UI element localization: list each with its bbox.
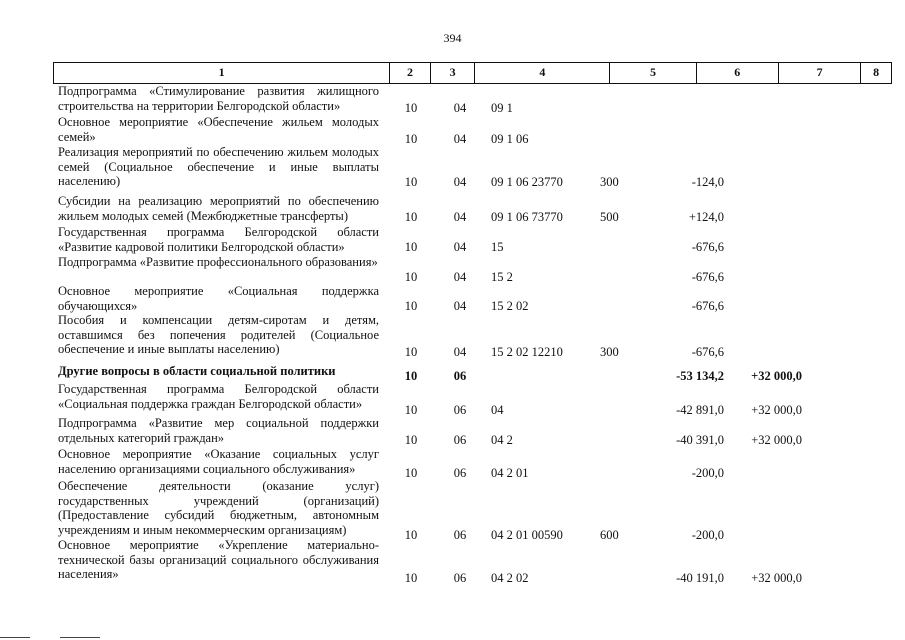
row-description: Подпрограмма «Развитие профессионального образования» xyxy=(58,255,378,269)
row-rz: 10 xyxy=(404,132,418,146)
row-pr: 04 xyxy=(453,175,467,189)
column-header-1: 1 xyxy=(54,63,390,83)
row-csr: 04 2 01 00590 xyxy=(491,528,563,542)
row-csr: 04 2 xyxy=(491,433,513,447)
column-header-4: 4 xyxy=(475,63,610,83)
row-pr: 04 xyxy=(453,270,467,284)
row-description: Основное мероприятие «Социальная поддержка обучающихся» xyxy=(58,284,379,313)
row-pr: 06 xyxy=(453,528,467,542)
column-header-3: 3 xyxy=(431,63,476,83)
row-csr: 09 1 06 23770 xyxy=(491,175,563,189)
row-pr: 06 xyxy=(453,466,467,480)
row-rz: 10 xyxy=(404,433,418,447)
row-rz: 10 xyxy=(404,345,418,359)
row-description: Реализация мероприятий по обеспечению жильем молодых семей (Социальное обеспечение и иные выплаты населению) xyxy=(58,145,379,188)
row-rz: 10 xyxy=(404,528,418,542)
row-pr: 04 xyxy=(453,132,467,146)
row-csr: 15 2 02 xyxy=(491,299,529,313)
scan-artifact-line xyxy=(0,637,30,638)
row-vr: 600 xyxy=(600,528,619,542)
row-rz: 10 xyxy=(404,299,418,313)
row-col6: -124,0 xyxy=(691,175,724,189)
row-pr: 06 xyxy=(453,369,467,383)
row-rz: 10 xyxy=(404,571,418,585)
column-header-2: 2 xyxy=(390,63,431,83)
row-col6: -53 134,2 xyxy=(676,369,724,383)
row-rz: 10 xyxy=(404,210,418,224)
page-number: 394 xyxy=(443,31,462,45)
row-col6: -40 191,0 xyxy=(676,571,724,585)
row-csr: 04 2 02 xyxy=(491,571,529,585)
row-description: Другие вопросы в области социальной политики xyxy=(58,364,336,378)
row-col7: +32 000,0 xyxy=(751,433,802,447)
column-header-7: 7 xyxy=(779,63,861,83)
row-col6: -676,6 xyxy=(691,345,724,359)
row-rz: 10 xyxy=(404,466,418,480)
row-rz: 10 xyxy=(404,240,418,254)
row-pr: 06 xyxy=(453,571,467,585)
row-description: Основное мероприятие «Укрепление материально-технической базы организаций социального обслуживания населения» xyxy=(58,538,379,581)
row-col7: +32 000,0 xyxy=(751,369,802,383)
row-pr: 06 xyxy=(453,403,467,417)
row-col6: -676,6 xyxy=(691,240,724,254)
row-rz: 10 xyxy=(404,403,418,417)
row-csr: 15 xyxy=(491,240,504,254)
row-description: Подпрограмма «Развитие мер социальной поддержки отдельных категорий граждан» xyxy=(58,416,379,445)
row-csr: 04 2 01 xyxy=(491,466,529,480)
row-pr: 04 xyxy=(453,345,467,359)
row-rz: 10 xyxy=(404,369,418,383)
row-rz: 10 xyxy=(404,101,418,115)
row-csr: 09 1 06 73770 xyxy=(491,210,563,224)
row-col7: +32 000,0 xyxy=(751,571,802,585)
row-pr: 04 xyxy=(453,240,467,254)
row-pr: 04 xyxy=(453,210,467,224)
column-header-8: 8 xyxy=(873,65,880,79)
row-csr: 15 2 xyxy=(491,270,513,284)
row-description: Государственная программа Белгородской области «Развитие кадровой политики Белгородской области» xyxy=(58,225,379,254)
row-description: Обеспечение деятельности (оказание услуг) государственных учреждений (организаций) (Предоставление субсидий бюджетным, автономным учреждениям и иным некоммерческим организациям) xyxy=(58,479,379,537)
scan-artifact-line xyxy=(60,637,100,638)
row-description: Основное мероприятие «Обеспечение жильем молодых семей» xyxy=(58,115,379,144)
row-col6: -676,6 xyxy=(691,299,724,313)
row-col6: +124,0 xyxy=(688,210,724,224)
row-vr: 300 xyxy=(600,175,619,189)
row-pr: 04 xyxy=(453,299,467,313)
row-vr: 300 xyxy=(600,345,619,359)
column-header-5: 5 xyxy=(610,63,696,83)
table-header xyxy=(53,62,892,84)
row-rz: 10 xyxy=(404,270,418,284)
row-col7: +32 000,0 xyxy=(751,403,802,417)
row-csr: 04 xyxy=(491,403,504,417)
row-col6: -42 891,0 xyxy=(676,403,724,417)
row-description: Пособия и компенсации детям-сиротам и детям, оставшимся без попечения родителей (Социальное обеспечение и иные выплаты населению) xyxy=(58,313,379,356)
row-col6: -200,0 xyxy=(691,528,724,542)
row-vr: 500 xyxy=(600,210,619,224)
row-col6: -40 391,0 xyxy=(676,433,724,447)
row-description: Субсидии на реализацию мероприятий по обеспечению жильем молодых семей (Межбюджетные трансферты) xyxy=(58,194,379,223)
row-csr: 09 1 06 xyxy=(491,132,529,146)
row-description: Основное мероприятие «Оказание социальных услуг населению организациями социального обслуживания» xyxy=(58,447,379,476)
row-csr: 15 2 02 12210 xyxy=(491,345,563,359)
row-col6: -676,6 xyxy=(691,270,724,284)
row-pr: 06 xyxy=(453,433,467,447)
row-pr: 04 xyxy=(453,101,467,115)
row-col6: -200,0 xyxy=(691,466,724,480)
row-csr: 09 1 xyxy=(491,101,513,115)
row-description: Подпрограмма «Стимулирование развития жилищного строительства на территории Белгородской области» xyxy=(58,84,379,113)
row-rz: 10 xyxy=(404,175,418,189)
row-description: Государственная программа Белгородской области «Социальная поддержка граждан Белгородской области» xyxy=(58,382,379,411)
column-header-6: 6 xyxy=(697,63,779,83)
